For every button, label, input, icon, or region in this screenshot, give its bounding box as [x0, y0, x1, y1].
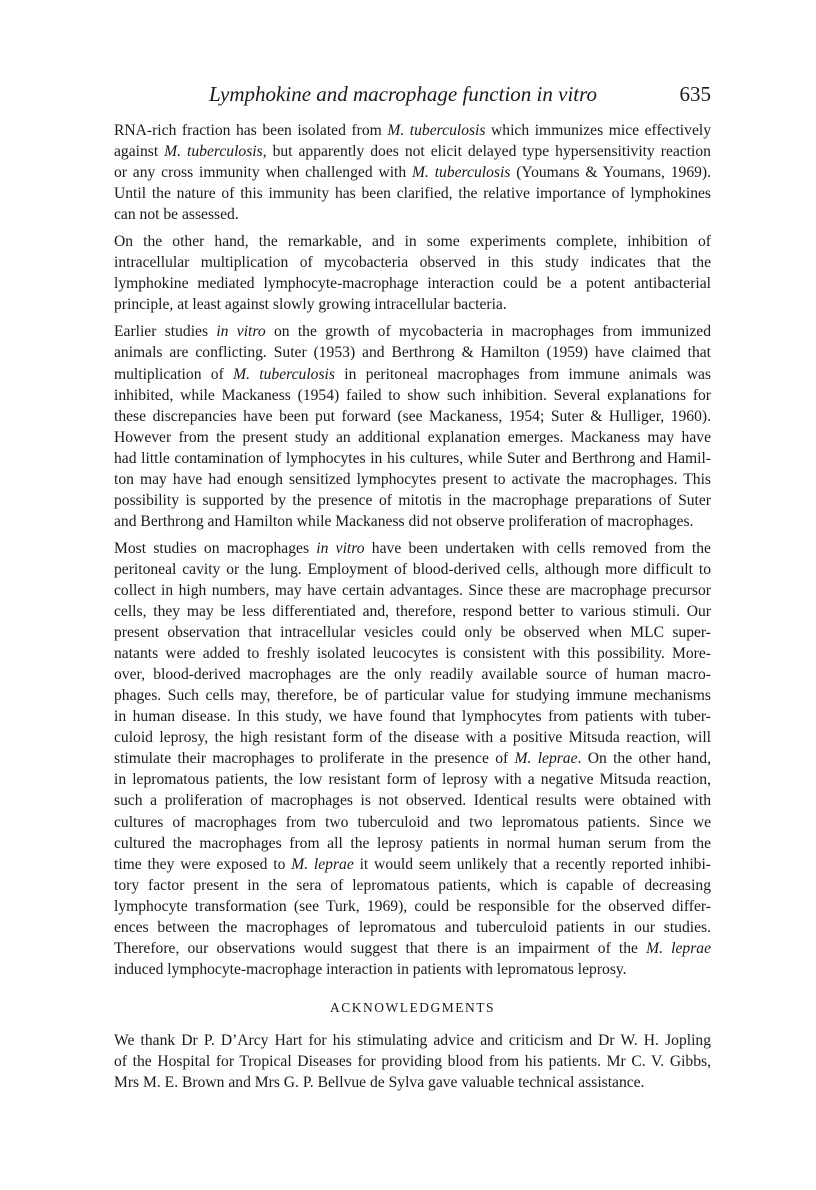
acknowledgments-heading: ACKNOWLEDGMENTS: [330, 999, 495, 1015]
paragraph-line: over, blood-derived macrophages are the only readily available source of human macro-: [114, 666, 711, 684]
paragraph-line: multiplication of M. tuberculosis in peritoneal macrophages from immune animals was: [114, 365, 711, 383]
paragraph-line: in human disease. In this study, we have found that lymphocytes from patients with tuber-: [114, 708, 711, 726]
paragraph-line: natants were added to freshly isolated leucocytes is consistent with this possibility. More-: [114, 645, 711, 663]
paragraph: [114, 231, 711, 315]
paragraph-line: Most studies on macrophages in vitro have been undertaken with cells removed from the: [114, 539, 711, 557]
paragraph-line: against M. tuberculosis, but apparently does not elicit delayed type hypersensitivity reaction: [114, 143, 711, 161]
paragraph-line: these discrepancies have been put forward (see Mackaness, 1954; Suter & Hulliger, 1960).: [114, 407, 711, 425]
paragraph-line: RNA-rich fraction has been isolated from M. tuberculosis which immunizes mice effectively: [114, 122, 711, 139]
paragraph-line: tory factor present in the sera of lepromatous patients, which is capable of decreasing: [114, 876, 711, 894]
paragraph: [114, 538, 711, 980]
paragraph-line: cells, they may be less differentiated and, therefore, respond better to various stimuli. Our: [114, 603, 711, 621]
paragraph-line: and Berthrong and Hamilton while Mackaness did not observe proliferation of macrophages.: [114, 512, 694, 530]
paragraph-line: inhibited, while Mackaness (1954) failed to show such inhibition. Several explanations for: [114, 386, 711, 404]
acknowledgments-line: Mrs M. E. Brown and Mrs G. P. Bellvue de Sylva gave valuable technical assistance.: [114, 1073, 645, 1091]
paragraph-line: principle, at least against slowly growing intracellular bacteria.: [114, 296, 507, 314]
paragraph-line: cultures of macrophages from two tuberculoid and two lepromatous patients. Since we: [114, 813, 711, 831]
paragraph: [114, 120, 711, 225]
paragraphs: [114, 120, 711, 980]
paragraph-line: Therefore, our observations would suggest that there is an impairment of the M. leprae: [114, 939, 712, 957]
paragraph-line: Until the nature of this immunity has been clarified, the relative importance of lymphokines: [114, 185, 711, 203]
acknowledgments-line: We thank Dr P. D’Arcy Hart for his stimulating advice and criticism and Dr W. H. Jopling: [114, 1031, 711, 1049]
paragraph-line: ences between the macrophages of lepromatous and tuberculoid patients in our studies.: [114, 918, 711, 936]
paragraph-line: ton may have had enough sensitized lymphocytes present to activate the macrophages. This: [114, 470, 711, 488]
paragraph-line: On the other hand, the remarkable, and in some experiments complete, inhibition of: [114, 233, 711, 251]
paragraph-line: had little contamination of lymphocytes in his cultures, while Suter and Berthrong and Hamil-: [114, 449, 711, 467]
paragraph-line: culoid leprosy, the high resistant form of the disease with a positive Mitsuda reaction, will: [114, 729, 711, 747]
paragraph-line: However from the present study an additional explanation emerges. Mackaness may have: [114, 428, 711, 446]
paragraph-line: can not be assessed.: [114, 206, 239, 224]
paragraph-line: stimulate their macrophages to proliferate in the presence of M. leprae. On the other hand,: [114, 750, 711, 768]
paragraph: [114, 321, 711, 531]
paragraph-line: peritoneal cavity or the lung. Employment of blood-derived cells, although more difficult to: [114, 560, 711, 578]
paragraph-line: phages. Such cells may, therefore, be of particular value for studying immune mechanisms: [114, 687, 711, 705]
running-title: Lymphokine and macrophage function in vitro: [209, 82, 598, 106]
paragraph-line: possibility is supported by the presence of mitotis in the macrophage preparations of Suter: [114, 491, 711, 509]
paragraph-line: cultured the macrophages from all the leprosy patients in normal human serum from the: [114, 834, 711, 852]
paragraph-line: such a proliferation of macrophages is not observed. Identical results were obtained with: [114, 792, 711, 810]
paragraph-line: in lepromatous patients, the low resistant form of leprosy with a negative Mitsuda reaction,: [114, 771, 711, 789]
paragraph-line: induced lymphocyte-macrophage interaction in patients with lepromatous leprosy.: [114, 960, 627, 978]
paragraph-line: lymphokine mediated lymphocyte-macrophage interaction could be a potent antibacterial: [114, 275, 711, 293]
paragraph-line: lymphocyte transformation (see Turk, 1969), could be responsible for the observed differ-: [114, 897, 711, 915]
acknowledgments-line: of the Hospital for Tropical Diseases for providing blood from his patients. Mr C. V. Gibbs,: [114, 1052, 711, 1070]
body-text: [114, 120, 711, 1093]
page-number: 635: [679, 82, 711, 106]
acknowledgments-paragraph: [114, 1030, 711, 1093]
paragraph-line: intracellular multiplication of mycobacteria observed in this study indicates that the: [114, 254, 711, 272]
paragraph-line: collect in high numbers, may have certain advantages. Since these are macrophage precursor: [114, 581, 711, 599]
paragraph-line: present observation that intracellular vesicles could only be observed when MLC super-: [114, 624, 711, 642]
paragraph-line: Earlier studies in vitro on the growth of mycobacteria in macrophages from immunized: [114, 323, 711, 341]
paragraph-line: time they were exposed to M. leprae it would seem unlikely that a recently reported inhibi-: [114, 855, 711, 873]
running-head: [114, 82, 711, 112]
paragraph-line: or any cross immunity when challenged with M. tuberculosis (Youmans & Youmans, 1969).: [114, 164, 712, 182]
paragraph-line: animals are conflicting. Suter (1953) and Berthrong & Hamilton (1959) have claimed that: [114, 344, 711, 362]
